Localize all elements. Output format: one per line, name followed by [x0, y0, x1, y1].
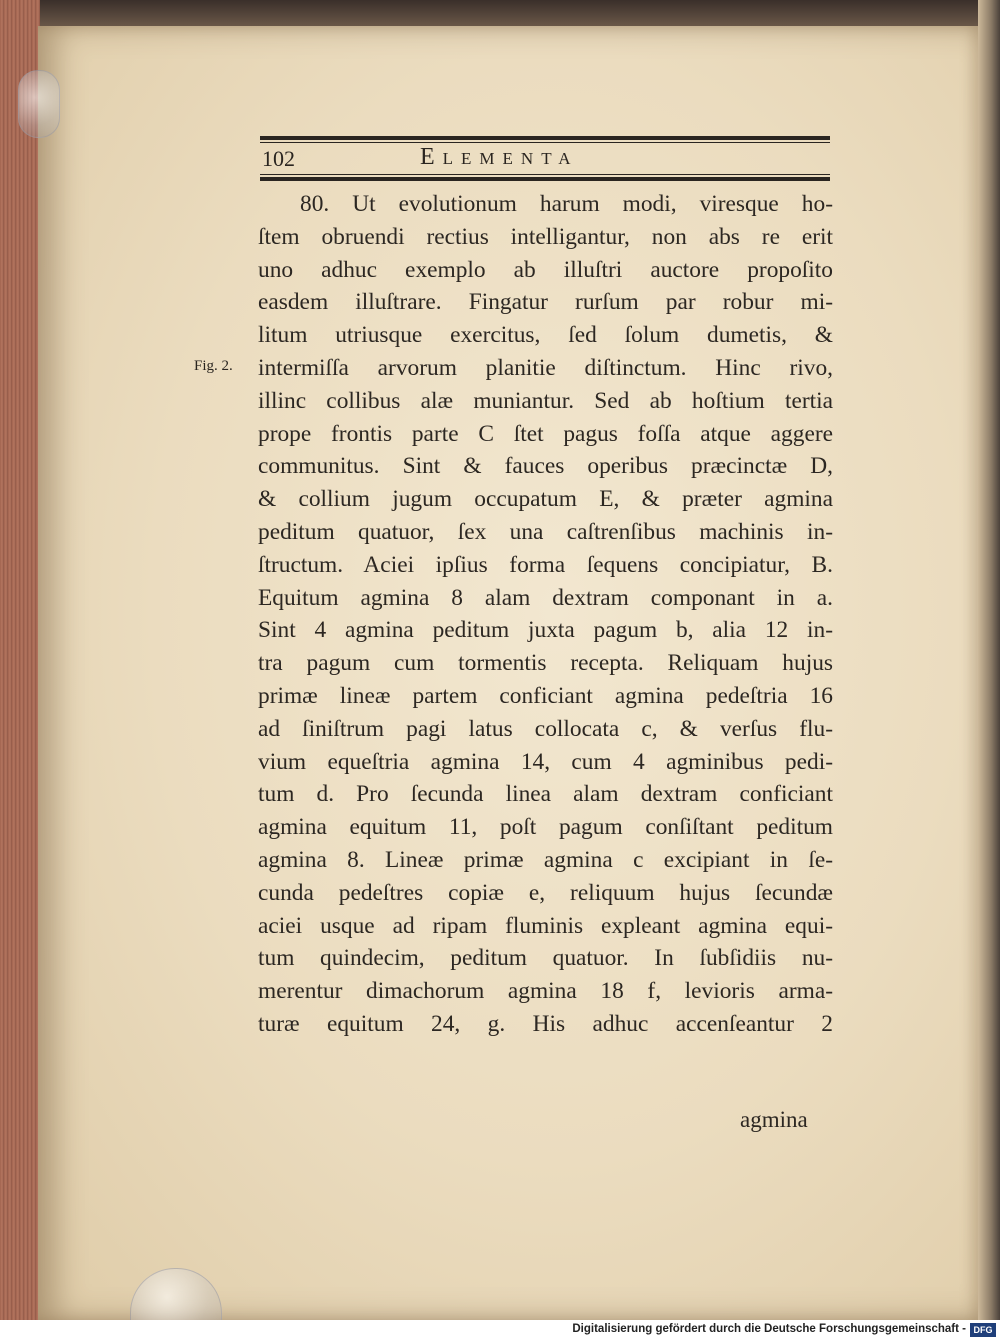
book-page-edges [0, 0, 40, 1320]
text-line: tum quindecim, peditum quatuor. In ſubſidiis nu- [258, 945, 833, 972]
text-line: ſtem obruendi rectius intelligantur, non abs re erit [258, 223, 833, 250]
header-rule-top-thin [260, 142, 830, 143]
footer-bar [0, 1320, 1000, 1341]
page-clip-top [18, 70, 60, 138]
text-line: merentur dimachorum agmina 18 f, levioris arma- [258, 978, 833, 1005]
text-line: vium equeſtria agmina 14, cum 4 agminibus pedi- [258, 748, 833, 775]
text-line: peditum quatuor, ſex una caſtrenſibus machinis in- [258, 518, 833, 545]
book-top-edge [0, 0, 1000, 28]
text-line: primæ lineæ partem conficiant agmina pedeſtria 16 [258, 682, 833, 709]
text-line: tra pagum cum tormentis recepta. Reliquam hujus [258, 650, 833, 677]
body-text [258, 188, 833, 1041]
figure-reference-note: Fig. 2. [194, 358, 233, 374]
catchword: agmina [740, 1107, 808, 1132]
text-line: 80. Ut evolutionum harum modi, viresque ho- [300, 191, 833, 217]
text-line: litum utriusque exercitus, ſed ſolum dumetis, & [258, 322, 833, 349]
text-line: Sint 4 agmina peditum juxta pagum b, alia 12 in- [258, 617, 833, 644]
header-rule-bottom [260, 177, 830, 181]
book-gutter-shadow [978, 0, 1000, 1320]
text-line: prope frontis parte C ſtet pagus foſſa atque aggere [258, 420, 833, 447]
dfg-logo-icon[interactable]: DFG [970, 1323, 996, 1337]
text-line: turæ equitum 24, g. His adhuc accenſeantur 2 [258, 1010, 833, 1037]
funding-credit: Digitalisierung gefördert durch die Deutsche Forschungsgemeinschaft - [572, 1323, 966, 1335]
text-line: & collium jugum occupatum E, & præter agmina [258, 486, 833, 513]
text-line: illinc collibus alæ muniantur. Sed ab hoſtium tertia [258, 387, 833, 414]
text-line: Equitum agmina 8 alam dextram componant in a. [258, 584, 833, 611]
text-line: agmina equitum 11, poſt pagum conſiſtant peditum [258, 814, 833, 841]
text-line: intermiſſa arvorum planitie diſtinctum. Hinc rivo, [258, 354, 833, 381]
text-line: uno adhuc exemplo ab illuſtri auctore propoſito [258, 256, 833, 283]
header-rule-bottom-thin [260, 174, 830, 175]
page-number: 102 [262, 146, 295, 171]
text-line: aciei usque ad ripam fluminis expleant agmina equi- [258, 912, 833, 939]
header-rule-top [260, 136, 830, 140]
text-line: ſtructum. Aciei ipſius forma ſequens concipiatur, B. [258, 551, 833, 578]
text-line: communitus. Sint & fauces operibus præcinctæ D, [258, 453, 833, 480]
text-line: cunda pedeſtres copiæ e, reliquum hujus ſecundæ [258, 879, 833, 906]
text-line: tum d. Pro ſecunda linea alam dextram conficiant [258, 781, 833, 808]
text-line: easdem illuſtrare. Fingatur rurſum par robur mi- [258, 289, 833, 316]
running-title: Elementa [420, 144, 579, 170]
text-line: ad ſiniſtrum pagi latus collocata c, & verſus flu- [258, 715, 833, 742]
text-line: agmina 8. Lineæ primæ agmina c excipiant in ſe- [258, 846, 833, 873]
